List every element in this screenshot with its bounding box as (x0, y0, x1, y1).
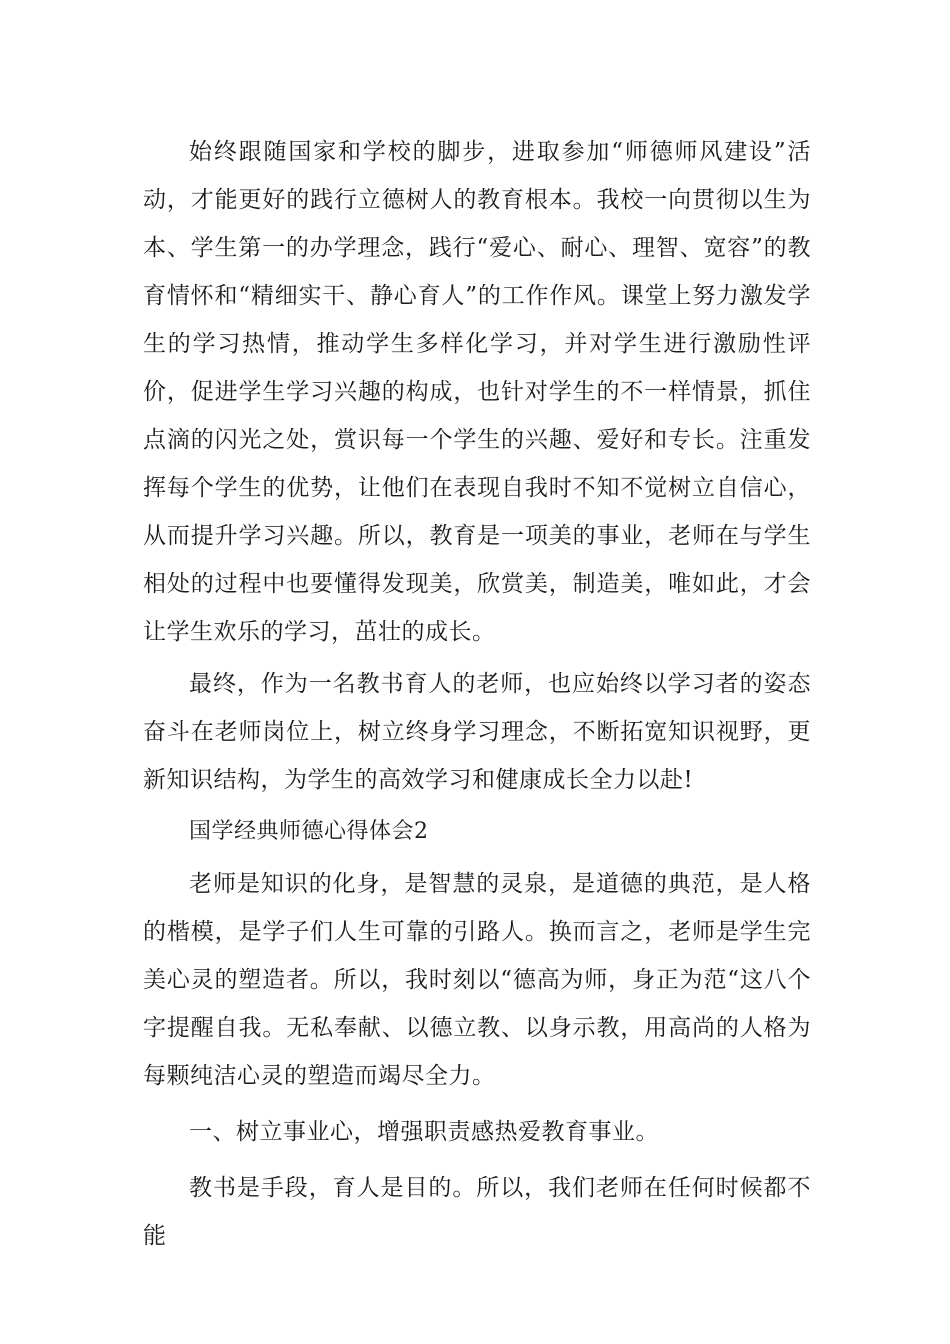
subheading-career-dedication: 一、树立事业心，增强职责感热爱教育事业。 (189, 1119, 659, 1145)
paragraph-teaching-purpose: 教书是手段，育人是目的。所以，我们老师在任何时候都不能 (143, 1175, 811, 1249)
paragraph-lifelong-learning: 最终，作为一名教书育人的老师，也应始终以学习者的姿态奋斗在老师岗位上，树立终身学习理念，不断拓宽知识视野，更新知识结构，为学生的高效学习和健康成长全力以赴! (143, 671, 811, 793)
paragraph-teacher-ethics-activity: 始终跟随国家和学校的脚步，进取参加“师德师风建设”活动，才能更好的践行立德树人的教育根本。我校一向贯彻以生为本、学生第一的办学理念，践行“爱心、耐心、理智、宽容”的教育情怀和“精细实干、静心育人”的工作作风。课堂上努力激发学生的学习热情，推动学生多样化学习，并对学生进行激励性评价，促进学生学习兴趣的构成，也针对学生的不一样情景，抓住点滴的闪光之处，赏识每一个学生的兴趣、爱好和专长。注重发挥每个学生的优势，让他们在表现自我时不知不觉树立自信心，从而提升学习兴趣。所以，教育是一项美的事业，老师在与学生相处的过程中也要懂得发现美，欣赏美，制造美，唯如此，才会让学生欢乐的学习，茁壮的成长。 (143, 139, 811, 645)
document-body (143, 128, 811, 1260)
paragraph-teacher-role: 老师是知识的化身，是智慧的灵泉，是道德的典范，是人格的楷模，是学子们人生可靠的引路人。换而言之，老师是学生完美心灵的塑造者。所以，我时刻以“德高为师，身正为范“这八个字提醒自我。无私奉献、以德立教、以身示教，用高尚的人格为每颗纯洁心灵的塑造而竭尽全力。 (143, 871, 811, 1089)
section-heading: 国学经典师德心得体会2 (189, 819, 429, 844)
